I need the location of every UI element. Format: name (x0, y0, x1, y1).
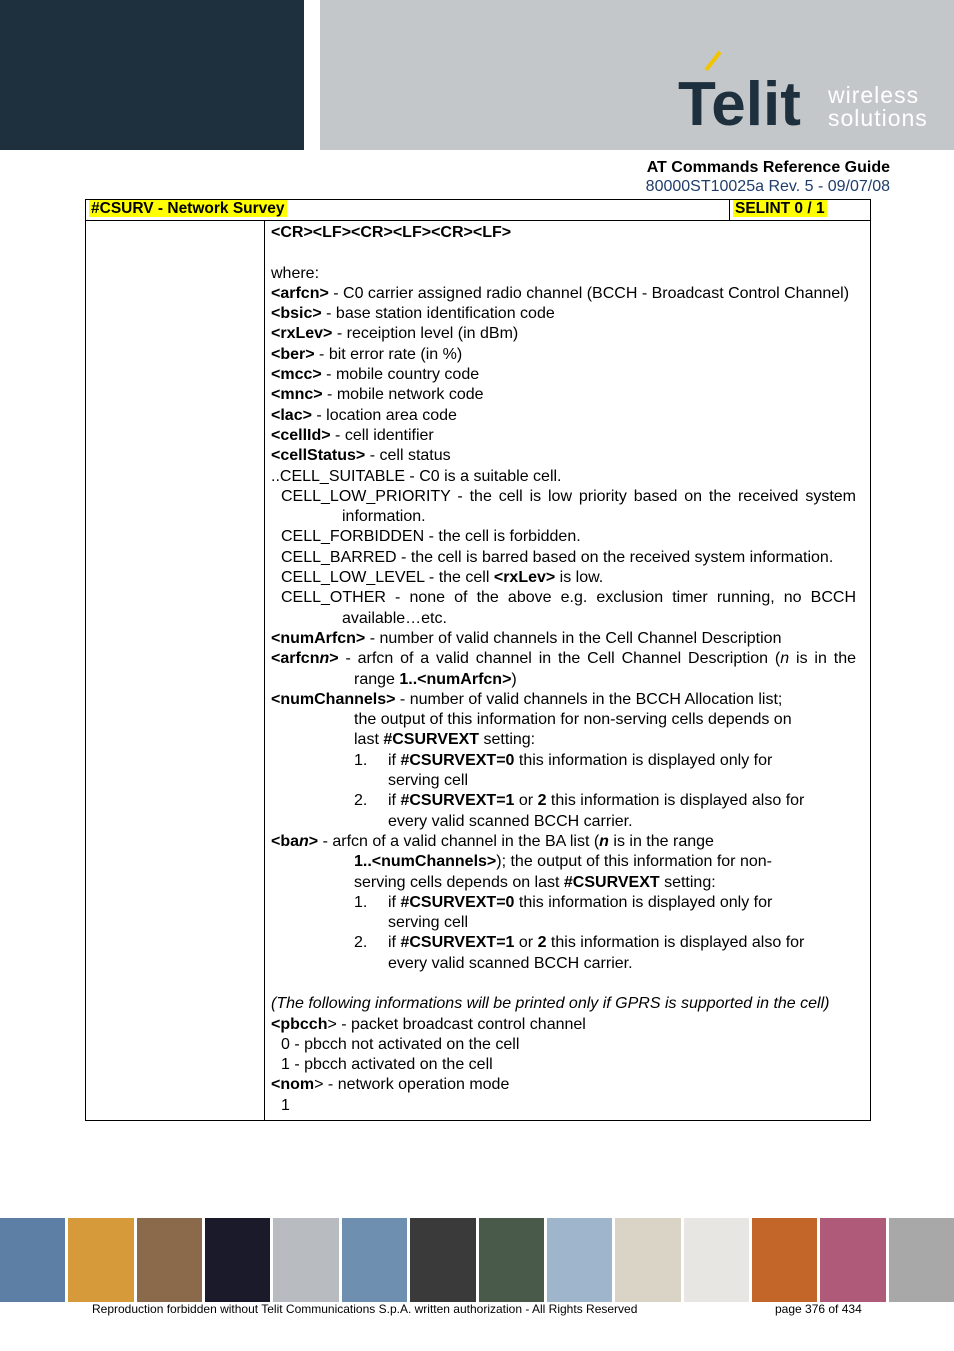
left-column (86, 221, 265, 1121)
photo-12 (752, 1218, 817, 1302)
ban-item-1-cont: serving cell (388, 914, 469, 932)
status-barred: CELL_BARRED - the cell is barred based on the received system information. (281, 548, 834, 566)
param-arfcnn: <arfcnn> - arfcn of a valid channel in the Cell Channel Description (n is in the range 1..<numArfcn>) (271, 650, 856, 688)
param-arfcn: <arfcn> - C0 carrier assigned radio channel (BCCH - Broadcast Control Channel) (271, 284, 850, 302)
photo-11 (684, 1218, 749, 1302)
param-ber: <ber> - bit error rate (in %) (271, 345, 463, 363)
status-suitable: ..CELL_SUITABLE - C0 is a suitable cell. (271, 467, 562, 485)
gprs-note: (The following informations will be printed only if GPRS is supported in the cell) (271, 995, 830, 1013)
where-label: where: (271, 264, 320, 282)
pbcch-value-1: 1 - pbcch activated on the cell (281, 1056, 493, 1074)
telit-logo (678, 48, 938, 138)
status-other: CELL_OTHER - none of the above e.g. exclusion timer running, no BCCH available…etc. (281, 589, 856, 627)
logo-wordmark: Telit (678, 70, 801, 138)
param-mnc: <mnc> - mobile network code (271, 386, 484, 404)
numchannels-line3: last #CSURVEXT setting: (354, 731, 536, 749)
ban-item-1: 1. if #CSURVEXT=0 this information is displayed only for (354, 893, 773, 911)
photo-5 (273, 1218, 338, 1302)
photo-2 (68, 1218, 133, 1302)
photo-9 (547, 1218, 612, 1302)
param-numchannels: <numChannels> - number of valid channels in the BCCH Allocation list; (271, 690, 783, 708)
numchannels-item-2: 2. if #CSURVEXT=1 or 2 this information is displayed also for (354, 792, 805, 810)
content-cell (265, 221, 871, 1121)
footer-page-number: page 376 of 434 (775, 1302, 862, 1316)
photo-6 (342, 1218, 407, 1302)
param-mcc: <mcc> - mobile country code (271, 366, 480, 384)
ban-item-2: 2. if #CSURVEXT=1 or 2 this information is displayed also for (354, 934, 805, 952)
param-bsic: <bsic> - base station identification code (271, 305, 555, 323)
footer-photo-strip (0, 1218, 954, 1302)
numchannels-line2: the output of this information for non-serving cells depends on (354, 711, 792, 729)
photo-7 (410, 1218, 475, 1302)
ban-item-2-cont: every valid scanned BCCH carrier. (388, 954, 633, 972)
doc-title: AT Commands Reference Guide (646, 159, 890, 176)
command-title: #CSURV - Network Survey (91, 200, 285, 217)
numchannels-item-1-cont: serving cell (388, 772, 469, 790)
photo-14 (889, 1218, 954, 1302)
command-title-cell (86, 200, 730, 221)
logo-tagline-solutions: solutions (828, 105, 928, 131)
param-numarfcn: <numArfcn> - number of valid channels in the Cell Channel Description (271, 629, 782, 647)
param-cellid: <cellId> - cell identifier (271, 426, 434, 444)
selint-cell (730, 200, 871, 221)
param-rxlev: <rxLev> - receiption level (in dBm) (271, 325, 519, 343)
footer-copyright: Reproduction forbidden without Telit Communications S.p.A. written authorization - All Rights Reserved (92, 1302, 638, 1316)
status-forbidden: CELL_FORBIDDEN - the cell is forbidden. (281, 528, 581, 546)
photo-13 (820, 1218, 885, 1302)
param-ban: <ban> - arfcn of a valid channel in the BA list (n is in the range (271, 832, 714, 850)
ban-line2: 1..<numChannels>); the output of this information for non- (354, 853, 772, 871)
photo-4 (205, 1218, 270, 1302)
pbcch-value-0: 0 - pbcch not activated on the cell (281, 1035, 520, 1053)
status-low-level: CELL_LOW_LEVEL - the cell <rxLev> is low. (281, 569, 604, 587)
status-low-priority: CELL_LOW_PRIORITY - the cell is low priority based on the received system information. (281, 487, 856, 526)
param-lac: <lac> - location area code (271, 406, 457, 424)
crlf-line: <CR><LF><CR><LF><CR><LF> (271, 224, 512, 241)
header-dark-panel (0, 0, 304, 150)
ban-line3: serving cells depends on last #CSURVEXT setting: (354, 873, 716, 891)
selint-badge: SELINT 0 / 1 (735, 200, 825, 217)
photo-10 (615, 1218, 680, 1302)
doc-subtitle: 80000ST10025a Rev. 5 - 09/07/08 (645, 178, 890, 195)
param-cellstatus: <cellStatus> - cell status (271, 447, 451, 465)
command-table (85, 199, 871, 1121)
photo-3 (137, 1218, 202, 1302)
numchannels-item-2-cont: every valid scanned BCCH carrier. (388, 812, 633, 830)
nom-value-1: 1 (281, 1096, 290, 1114)
numchannels-item-1: 1. if #CSURVEXT=0 this information is displayed only for (354, 751, 773, 769)
photo-8 (479, 1218, 544, 1302)
logo-tagline-wireless: wireless (828, 82, 920, 108)
photo-1 (0, 1218, 65, 1302)
param-pbcch: <pbcch> - packet broadcast control channel (271, 1015, 586, 1033)
param-nom: <nom> - network operation mode (271, 1076, 510, 1094)
